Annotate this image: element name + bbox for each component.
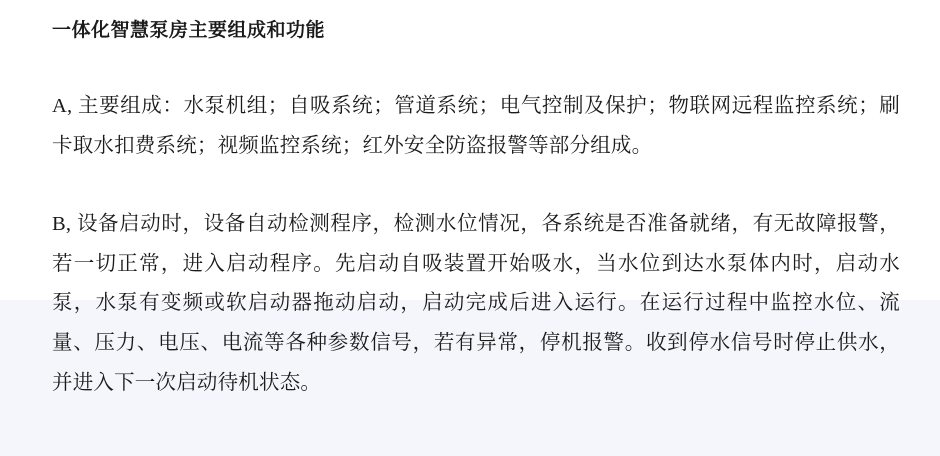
paragraph-a: A, 主要组成：水泵机组；自吸系统；管道系统；电气控制及保护；物联网远程监控系统；刷卡取水扣费系统；视频监控系统；红外安全防盗报警等部分组成。 [52, 94, 900, 157]
page-title: 一体化智慧泵房主要组成和功能 [52, 20, 326, 41]
paragraph-b: B, 设备启动时，设备自动检测程序，检测水位情况，各系统是否准备就绪，有无故障报警，若一切正常，进入启动程序。先启动自吸装置开始吸水，当水位到达水泵体内时，启动水泵，水泵有变频或软启动器拖动启动，启动完成后进入运行。在运行过程中监控水位、流量、压力、电压、电流等各种参数信号，若有异常，停机报警。收到停水信号时停止供水，并进入下一次启动待机状态。 [52, 212, 900, 395]
